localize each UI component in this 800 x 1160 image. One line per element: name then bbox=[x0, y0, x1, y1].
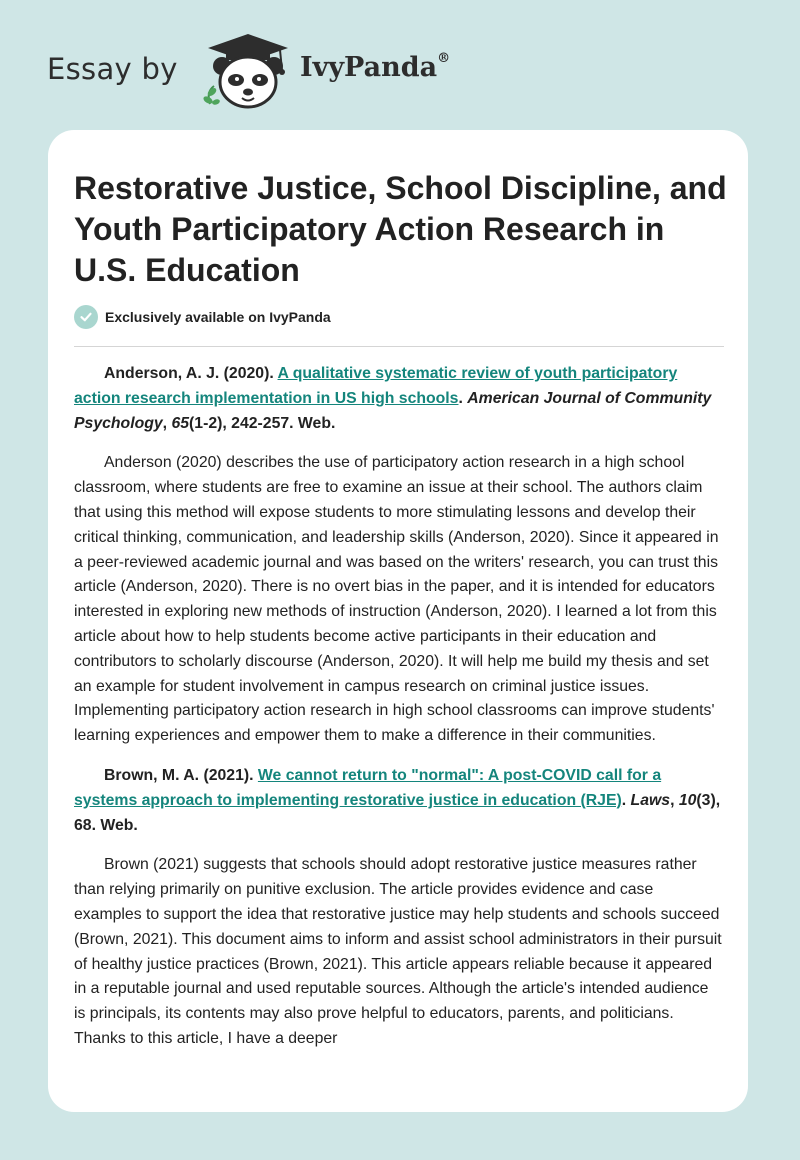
reference-brown: Brown, M. A. (2021). We cannot return to "normal": A post-COVID call for a systems approach to implementing restorative justice in education (RJE). Laws, 10(3), 68. Web. bbox=[74, 766, 721, 834]
paragraph-brown: Brown (2021) suggests that schools should adopt restorative justice measures rather than relying primarily on punitive exclusion. The article provides evidence and case examples to support the idea that restorative justice may help students and schools succeed (Brown, 2021). This document aims to inform and assist school administrators in their pursuit of healthy justice practices (Brown, 2021). This article appears reliable because it appeared in a reputable journal and used reputable sources. Although the article's intended audience is principals, its contents may also prove helpful to educators, parents, and politicians. Thanks to this article, I have a deeper bbox=[74, 856, 722, 1047]
check-icon bbox=[74, 305, 98, 329]
exclusive-label: Exclusively available on IvyPanda bbox=[105, 309, 331, 325]
panda-logo-icon[interactable] bbox=[200, 30, 296, 110]
divider bbox=[74, 346, 724, 347]
paragraph-anderson: Anderson (2020) describes the use of participatory action research in a high school classroom, where students are free to examine an issue at their school. The authors claim that using this method will expose students to more stimulating lessons and develop their critical thinking, communication, and leadership skills (Anderson, 2020). Since it appeared in a peer-reviewed academic journal and was based on the writers' research, you can trust this article (Anderson, 2020). There is no overt bias in the paper, and it is intended for educators interested in exploring new methods of instruction (Anderson, 2020). I learned a lot from this article about how to help students become active participants in their education and contributors to scholarly discourse (Anderson, 2020). It will help me build my thesis and set an example for student involvement in campus research on criminal justice issues. Implementing participatory action research in high school classrooms can improve students' learning experiences and empower them to make a difference in their communities. bbox=[74, 454, 719, 745]
journal-volume: 10 bbox=[678, 791, 697, 809]
reference-link-anderson[interactable]: A qualitative systematic review of youth participatory action research implementation in US high schools bbox=[74, 365, 678, 407]
exclusive-badge bbox=[74, 305, 331, 329]
essay-card bbox=[48, 130, 748, 1112]
essay-body bbox=[74, 362, 724, 1067]
registered-mark: ® bbox=[437, 51, 451, 66]
site-header bbox=[0, 0, 800, 120]
page-title: Restorative Justice, School Discipline, and Youth Participatory Action Research in U.S. Education bbox=[74, 170, 727, 288]
reference-link-brown[interactable]: We cannot return to "normal": A post-COVID call for a systems approach to implementing restorative justice in education (RJE) bbox=[74, 766, 662, 809]
journal-volume: 65 bbox=[171, 414, 190, 432]
journal-name: Laws bbox=[630, 791, 671, 809]
journal-name: American Journal of Community Psychology bbox=[74, 389, 712, 432]
brand-prefix: Essay by bbox=[47, 52, 178, 86]
reference-anderson: Anderson, A. J. (2020). A qualitative systematic review of youth participatory action research implementation in US high schools. American Journal of Community Psychology, 65(1-2), 242-257. Web. bbox=[74, 365, 712, 432]
brand-name[interactable]: IvyPanda® bbox=[300, 51, 451, 83]
